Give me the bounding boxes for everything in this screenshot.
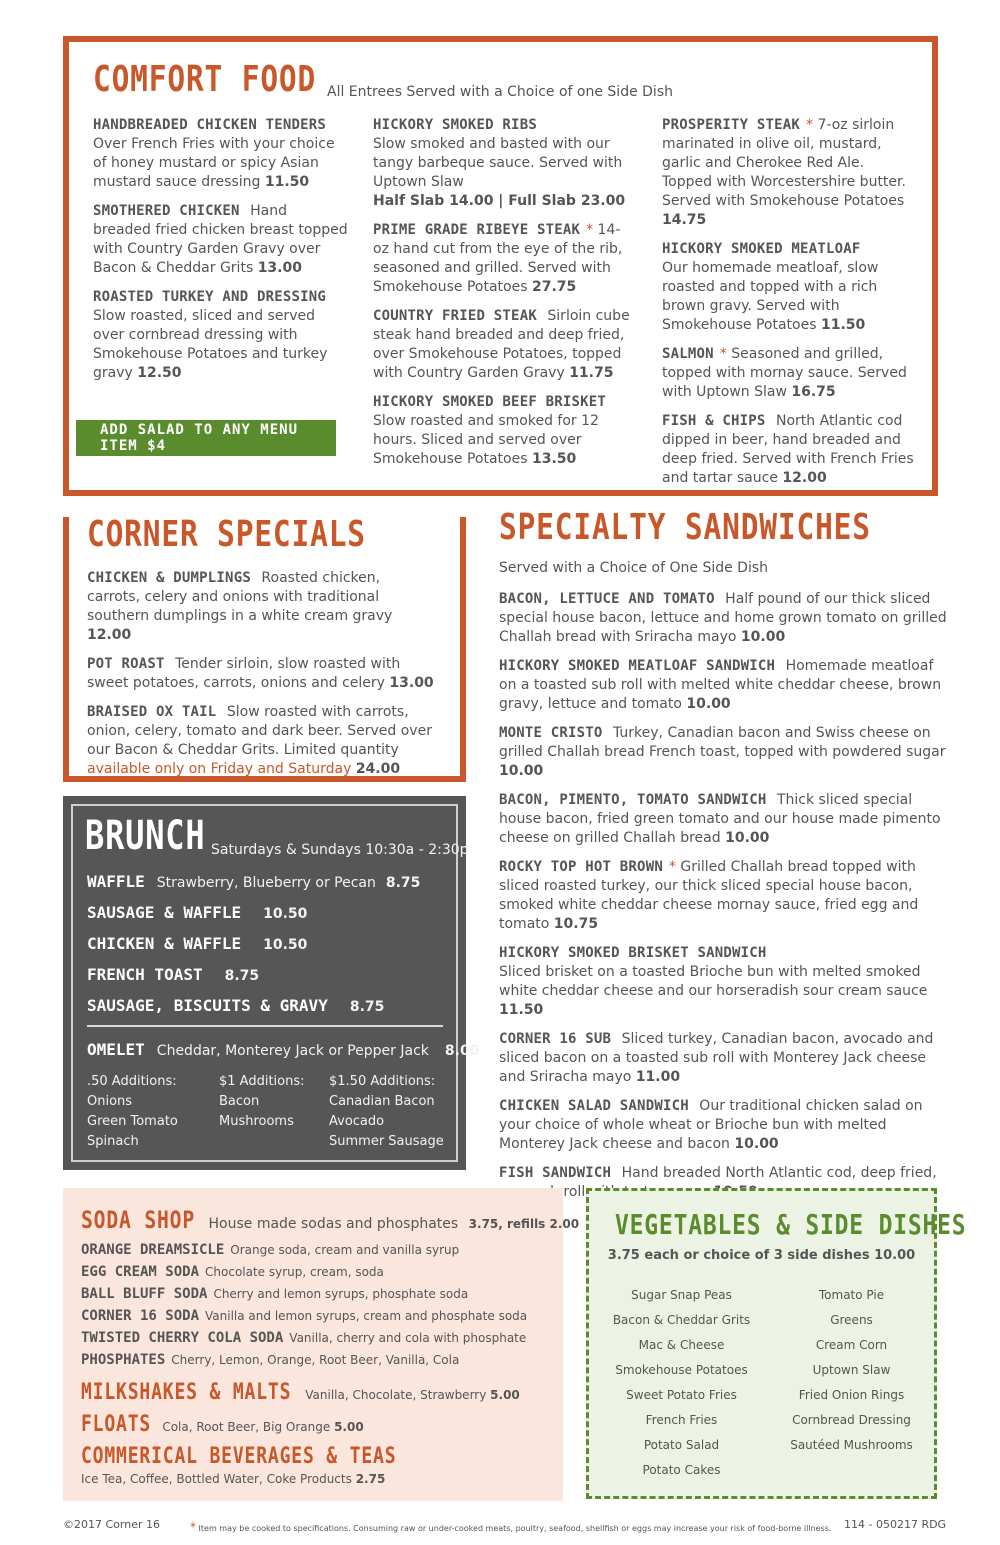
menu-item: HICKORY SMOKED RIBS Slow smoked and basted with our tangy barbeque sauce. Served with Uptown Slaw Half Slab 14.00 | Full Slab 23.00 <box>373 117 626 209</box>
floats-line: FLOATS Cola, Root Beer, Big Orange 5.00 <box>81 1412 364 1437</box>
corner-specials-title: CORNER SPECIALS <box>87 514 366 555</box>
menu-item: BRAISED OX TAIL Slow roasted with carrots, onion, celery, tomato and dark beer. Served over our Bacon & Cheddar Grits. Limited quantity available only on Friday and Saturday 24.00 <box>87 704 432 777</box>
food-safety-disclaimer: * Item may be cooked to specifications. Consuming raw or under-cooked meats, poultry, seafood, shellfish or eggs may increase your risk of food-borne illness. <box>190 1520 832 1534</box>
brunch-hours: Saturdays & Sundays 10:30a - 2:30p <box>211 842 469 858</box>
additions-group: .50 Additions: Onions Green Tomato Spinach <box>87 1074 178 1149</box>
brunch-item: CHICKEN & WAFFLE 10.50 <box>87 934 308 953</box>
menu-item: HICKORY SMOKED BRISKET SANDWICH Sliced brisket on a toasted Brioche bun with melted smoked white cheddar cheese and our horseradish sour cream sauce 11.50 <box>499 945 928 1018</box>
menu-item: POT ROAST Tender sirloin, slow roasted with sweet potatoes, carrots, onions and celery 13.00 <box>87 656 434 691</box>
brunch-omelet: OMELET Cheddar, Monterey Jack or Pepper Jack 8.00 <box>87 1040 480 1059</box>
soda-item: CORNER 16 SODA Vanilla and lemon syrups, cream and phosphate soda <box>81 1308 528 1324</box>
menu-item: ROCKY TOP HOT BROWN * Grilled Challah bread topped with sliced roasted turkey, our thick sliced special house bacon, smoked white cheddar cheese mornay sauce, fried egg and tomato 10.75 <box>499 859 919 932</box>
comfort-column-2 <box>373 116 633 479</box>
specialty-sandwiches-section <box>499 507 949 1212</box>
brunch-title: BRUNCH <box>85 813 206 859</box>
sandwiches-title: SPECIALTY SANDWICHES <box>499 507 871 548</box>
side-item: Greens <box>830 1313 873 1327</box>
corner-specials-list <box>87 569 437 789</box>
corner-specials-section <box>63 514 466 782</box>
comfort-food-subtitle: All Entrees Served with a Choice of one Side Dish <box>327 84 673 100</box>
side-item: Sugar Snap Peas <box>631 1288 732 1302</box>
side-item: Fried Onion Rings <box>798 1388 905 1402</box>
menu-item: HICKORY SMOKED BEEF BRISKET Slow roasted and smoked for 12 hours. Sliced and served over Smokehouse Potatoes 13.50 <box>373 394 606 467</box>
menu-item: CHICKEN SALAD SANDWICH Our traditional chicken salad on your choice of whole wheat or Brioche bun with melted Monterey Jack cheese and bacon 10.00 <box>499 1098 923 1152</box>
side-item: Sautéed Mushrooms <box>790 1438 913 1452</box>
brunch-divider <box>87 1025 443 1027</box>
brunch-item: SAUSAGE & WAFFLE 10.50 <box>87 903 308 922</box>
print-code: 114 - 050217 RDG <box>844 1518 947 1531</box>
soda-shop-section <box>63 1188 580 1501</box>
menu-item: BACON, PIMENTO, TOMATO SANDWICH Thick sliced special house bacon, fried green tomato and our house made pimento cheese on grilled Challah bread 10.00 <box>499 792 941 846</box>
soda-item: TWISTED CHERRY COLA SODA Vanilla, cherry and cola with phosphate <box>81 1330 527 1346</box>
vegetables-side-dishes-section <box>586 1188 967 1499</box>
commercial-beverages-line: Ice Tea, Coffee, Bottled Water, Coke Products 2.75 <box>81 1472 386 1486</box>
soda-item: PHOSPHATES Cherry, Lemon, Orange, Root Beer, Vanilla, Cola <box>81 1352 460 1368</box>
menu-item: HICKORY SMOKED MEATLOAF SANDWICH Homemade meatloaf on a toasted sub roll with melted white cheddar cheese, brown gravy, lettuce and tomato 10.00 <box>499 658 942 712</box>
floats-title: FLOATS <box>81 1412 152 1437</box>
side-item: French Fries <box>645 1413 718 1427</box>
soda-shop-header: SODA SHOP House made sodas and phosphates 3.75, refills 2.00 <box>81 1206 580 1234</box>
menu-item: FISH SANDWICH Hand breaded North Atlantic cod, deep fried, roll <box>499 1165 937 1200</box>
menu-item: HICKORY SMOKED MEATLOAF Our homemade meatloaf, slow roasted and topped with a rich brown gravy. Served with Smokehouse Potatoes 11.50 <box>662 241 879 333</box>
side-item: Uptown Slaw <box>812 1363 891 1377</box>
vegetables-title: VEGETABLES & SIDE DISHES <box>615 1208 967 1241</box>
side-item: Potato Cakes <box>642 1463 721 1477</box>
soda-shop-title: SODA SHOP <box>81 1206 196 1234</box>
menu-item: CHICKEN & DUMPLINGS Roasted chicken, carrots, celery and onions with traditional southern dumplings in a white cream gravy 12.00 <box>87 570 393 643</box>
menu-item: COUNTRY FRIED STEAK Sirloin cube steak hand breaded and deep fried, over Smokehouse Potatoes, topped with Country Garden Gravy 11.75 <box>373 308 630 381</box>
soda-item: EGG CREAM SODA Chocolate syrup, cream, soda <box>81 1264 384 1280</box>
comfort-column-3 <box>662 116 917 498</box>
brunch-item: FRENCH TOAST 8.75 <box>87 965 260 984</box>
brunch-frame <box>71 804 480 1162</box>
side-item: Cornbread Dressing <box>792 1413 911 1427</box>
commercial-beverages-title: COMMERICAL BEVERAGES & TEAS <box>81 1444 397 1469</box>
milkshakes-line: MILKSHAKES & MALTS Vanilla, Chocolate, Strawberry 5.00 <box>81 1380 520 1405</box>
side-item: Smokehouse Potatoes <box>615 1363 748 1377</box>
brunch-item: WAFFLE Strawberry, Blueberry or Pecan 8.75 <box>87 872 421 891</box>
milkshakes-title: MILKSHAKES & MALTS <box>81 1380 292 1405</box>
additions-group: $1.50 Additions: Canadian Bacon Avocado Summer Sausage <box>329 1074 444 1149</box>
side-item: Cream Corn <box>815 1338 888 1352</box>
brunch-section <box>63 796 480 1170</box>
soda-item: ORANGE DREAMSICLE Orange soda, cream and vanilla syrup <box>81 1242 460 1258</box>
side-item: Sweet Potato Fries <box>626 1388 737 1402</box>
comfort-column-1 <box>93 116 348 393</box>
sides-right-column <box>769 1283 934 1458</box>
vegetables-subtitle: 3.75 each or choice of 3 side dishes 10.00 <box>607 1248 916 1263</box>
additions-group: $1 Additions: Bacon Mushrooms <box>219 1074 305 1129</box>
menu-item: CORNER 16 SUB Sliced turkey, Canadian bacon, avocado and sliced bacon on a toasted sub roll with Monterey Jack cheese and Sriracha mayo 11.00 <box>499 1031 934 1085</box>
menu-item: HANDBREADED CHICKEN TENDERS Over French Fries with your choice of honey mustard or spicy Asian mustard sauce dressing 11.50 <box>93 117 335 190</box>
soda-item: BALL BLUFF SODA Cherry and lemon syrups, phosphate soda <box>81 1286 469 1302</box>
side-item: Mac & Cheese <box>638 1338 725 1352</box>
brunch-item: SAUSAGE, BISCUITS & GRAVY 8.75 <box>87 996 385 1015</box>
menu-item: PROSPERITY STEAK * 7-oz sirloin marinated in olive oil, mustard, garlic and Cherokee Red Ale. Topped with Worcestershire butter. Served with Smokehouse Potatoes 14.75 <box>662 117 906 228</box>
menu-item: FISH & CHIPS North Atlantic cod dipped in beer, hand breaded and deep fried. Served with French Fries and tartar sauce 12.00 <box>662 413 914 486</box>
side-item: Bacon & Cheddar Grits <box>612 1313 751 1327</box>
side-item: Tomato Pie <box>818 1288 885 1302</box>
menu-item: PRIME GRADE RIBEYE STEAK * 14-oz hand cut from the eye of the rib, seasoned and grilled. Served with Smokehouse Potatoes 27.75 <box>373 222 623 295</box>
menu-item: SMOTHERED CHICKEN Hand breaded fried chicken breast topped with Country Garden Gravy over Bacon & Cheddar Grits 13.00 <box>93 203 348 276</box>
copyright: ©2017 Corner 16 <box>63 1518 160 1531</box>
comfort-food-title: COMFORT FOOD <box>93 59 317 100</box>
menu-item: ROASTED TURKEY AND DRESSING Slow roasted, sliced and served over cornbread dressing with Smokehouse Potatoes and turkey gravy 12.50 <box>93 289 328 381</box>
add-salad-banner: ADD SALAD TO ANY MENU ITEM $4 <box>76 420 336 456</box>
sandwiches-subtitle: Served with a Choice of One Side Dish <box>499 560 769 576</box>
side-item: Potato Salad <box>643 1438 720 1452</box>
menu-item: MONTE CRISTO Turkey, Canadian bacon and Swiss cheese on grilled Challah bread French toast, topped with powdered sugar 10.00 <box>499 725 946 779</box>
sides-left-column <box>599 1283 764 1483</box>
menu-item: SALMON * Seasoned and grilled, topped with mornay sauce. Served with Uptown Slaw 16.75 <box>662 346 907 400</box>
comfort-food-section <box>63 36 938 496</box>
menu-item: BACON, LETTUCE AND TOMATO Half pound of our thick sliced special house bacon, lettuce and home grown tomato on grilled Challah bread with Sriracha mayo 10.00 <box>499 591 947 645</box>
